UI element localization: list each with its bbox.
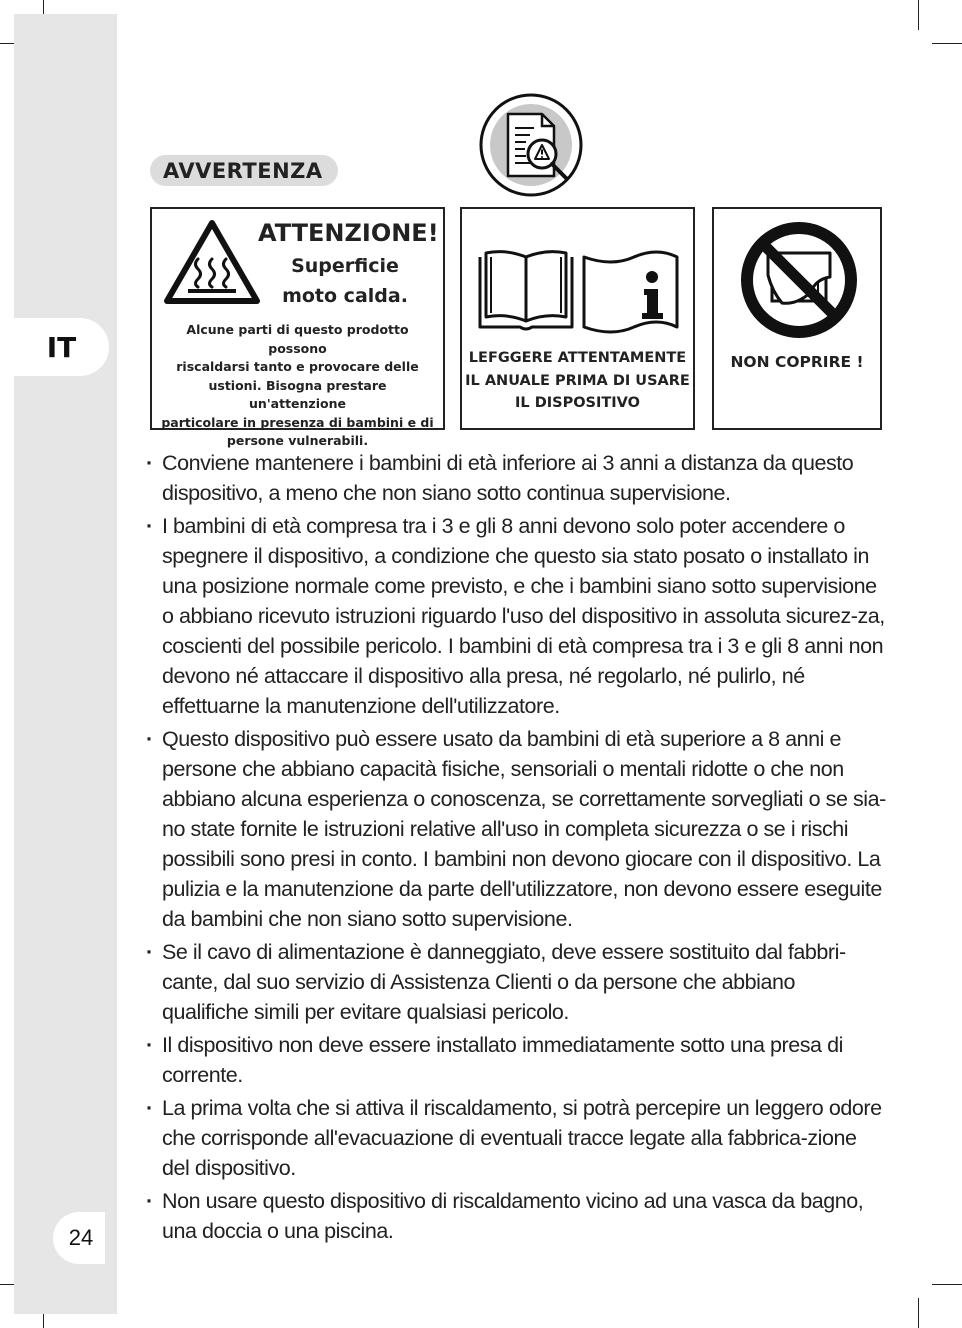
safety-instructions-list	[146, 448, 886, 1249]
hot-surface-warning-box	[150, 207, 445, 448]
list-item: · La prima volta che si attiva il riscaldamento, si potrà percepire un leggero odore che corrisponde all'evacuazione di eventuali tracce legate alla fabbrica-zione del dispositivo.	[146, 1093, 886, 1183]
side-margin-strip	[14, 14, 117, 1314]
warning-body-line: particolare in presenza di bambini e di	[161, 414, 434, 430]
warning-subtitle-line: moto calda.	[282, 285, 408, 307]
read-manual-line: IL ANUALE PRIMA DI USARE	[465, 372, 690, 389]
list-item: · Se il cavo di alimentazione è danneggiato, deve essere sostituito dal fabbri-cante, dal suo servizio di Assistenza Clienti o da persone che abbiano qualifiche simili per evitare qualsiasi pericolo.	[146, 937, 886, 1027]
warning-body	[160, 321, 435, 451]
list-item: · Il dispositivo non deve essere installato immediatamente sotto una presa di corrente.	[146, 1030, 886, 1090]
warning-title: ATTENZIONE!	[258, 219, 439, 247]
crop-mark	[918, 0, 919, 30]
read-manual-box	[460, 207, 695, 430]
do-not-cover-box	[712, 207, 882, 430]
crop-mark	[932, 1284, 962, 1285]
read-manual-text	[462, 347, 693, 415]
warning-subtitle	[270, 251, 420, 311]
warning-body-line: ustioni. Bisogna prestare un'attenzione	[208, 377, 387, 411]
language-tab: IT	[14, 318, 109, 376]
read-manual-line: LEFGGERE ATTENTAMENTE	[468, 350, 687, 366]
list-item: · Questo dispositivo può essere usato da bambini di età superiore a 8 anni e persone che abbiano capacità fisiche, sensoriali o mentali ridotte o che non abbiano alcuna esperienza o conoscenza, se correttamente sorvegliati o se sia-no state fornite le istruzioni relative all'uso in completa sicurezza o se i rischi possibili sono presi in conto. I bambini non devono giocare con il dispositivo. La pulizia e la manutenzione da parte dell'utilizzatore, non devono essere eseguite da bambini che non siano sotto supervisione.	[146, 724, 886, 934]
section-title: AVVERTENZA	[150, 155, 338, 186]
do-not-cover-icon	[738, 219, 860, 341]
page-number: 24	[53, 1212, 105, 1264]
warning-subtitle-line: Superficie	[291, 255, 399, 277]
warning-body-line: Alcune parti di questo prodotto possono	[186, 322, 409, 356]
do-not-cover-label: NON COPRIRE !	[730, 353, 864, 371]
read-manual-icon	[472, 247, 687, 337]
list-item: · Non usare questo dispositivo di riscaldamento vicino ad una vasca da bagno, una doccia o una piscina.	[146, 1186, 886, 1246]
list-item: · Conviene mantenere i bambini di età inferiore ai 3 anni a distanza da questo dispositivo, a meno che non siano sotto continua supervisione.	[146, 448, 886, 508]
document-warning-magnifier-icon	[478, 92, 584, 198]
crop-mark	[932, 43, 962, 44]
read-manual-line: IL DISPOSITIVO	[515, 395, 640, 411]
list-item: · I bambini di età compresa tra i 3 e gli 8 anni devono solo poter accendere o spegnere il dispositivo, a condizione che questo sia stato posato o installato in una posizione normale come previsto, e che i bambini siano sotto supervisione o abbiano ricevuto istruzioni riguardo l'uso del dispositivo in assoluta sicurez-za, coscienti del possibile pericolo. I bambini di età compresa tra i 3 e gli 8 anni non devono né attaccare il dispositivo alla presa, né regolarlo, né pulirlo, né effettuarne la manutenzione dell'utilizzatore.	[146, 511, 886, 721]
crop-mark	[918, 1298, 919, 1328]
warning-body-line: persone vulnerabili.	[226, 433, 369, 448]
info-icon	[584, 252, 677, 332]
warning-body-line: riscaldarsi tanto e provocare delle	[176, 359, 419, 374]
hot-surface-warning-icon	[162, 217, 262, 307]
